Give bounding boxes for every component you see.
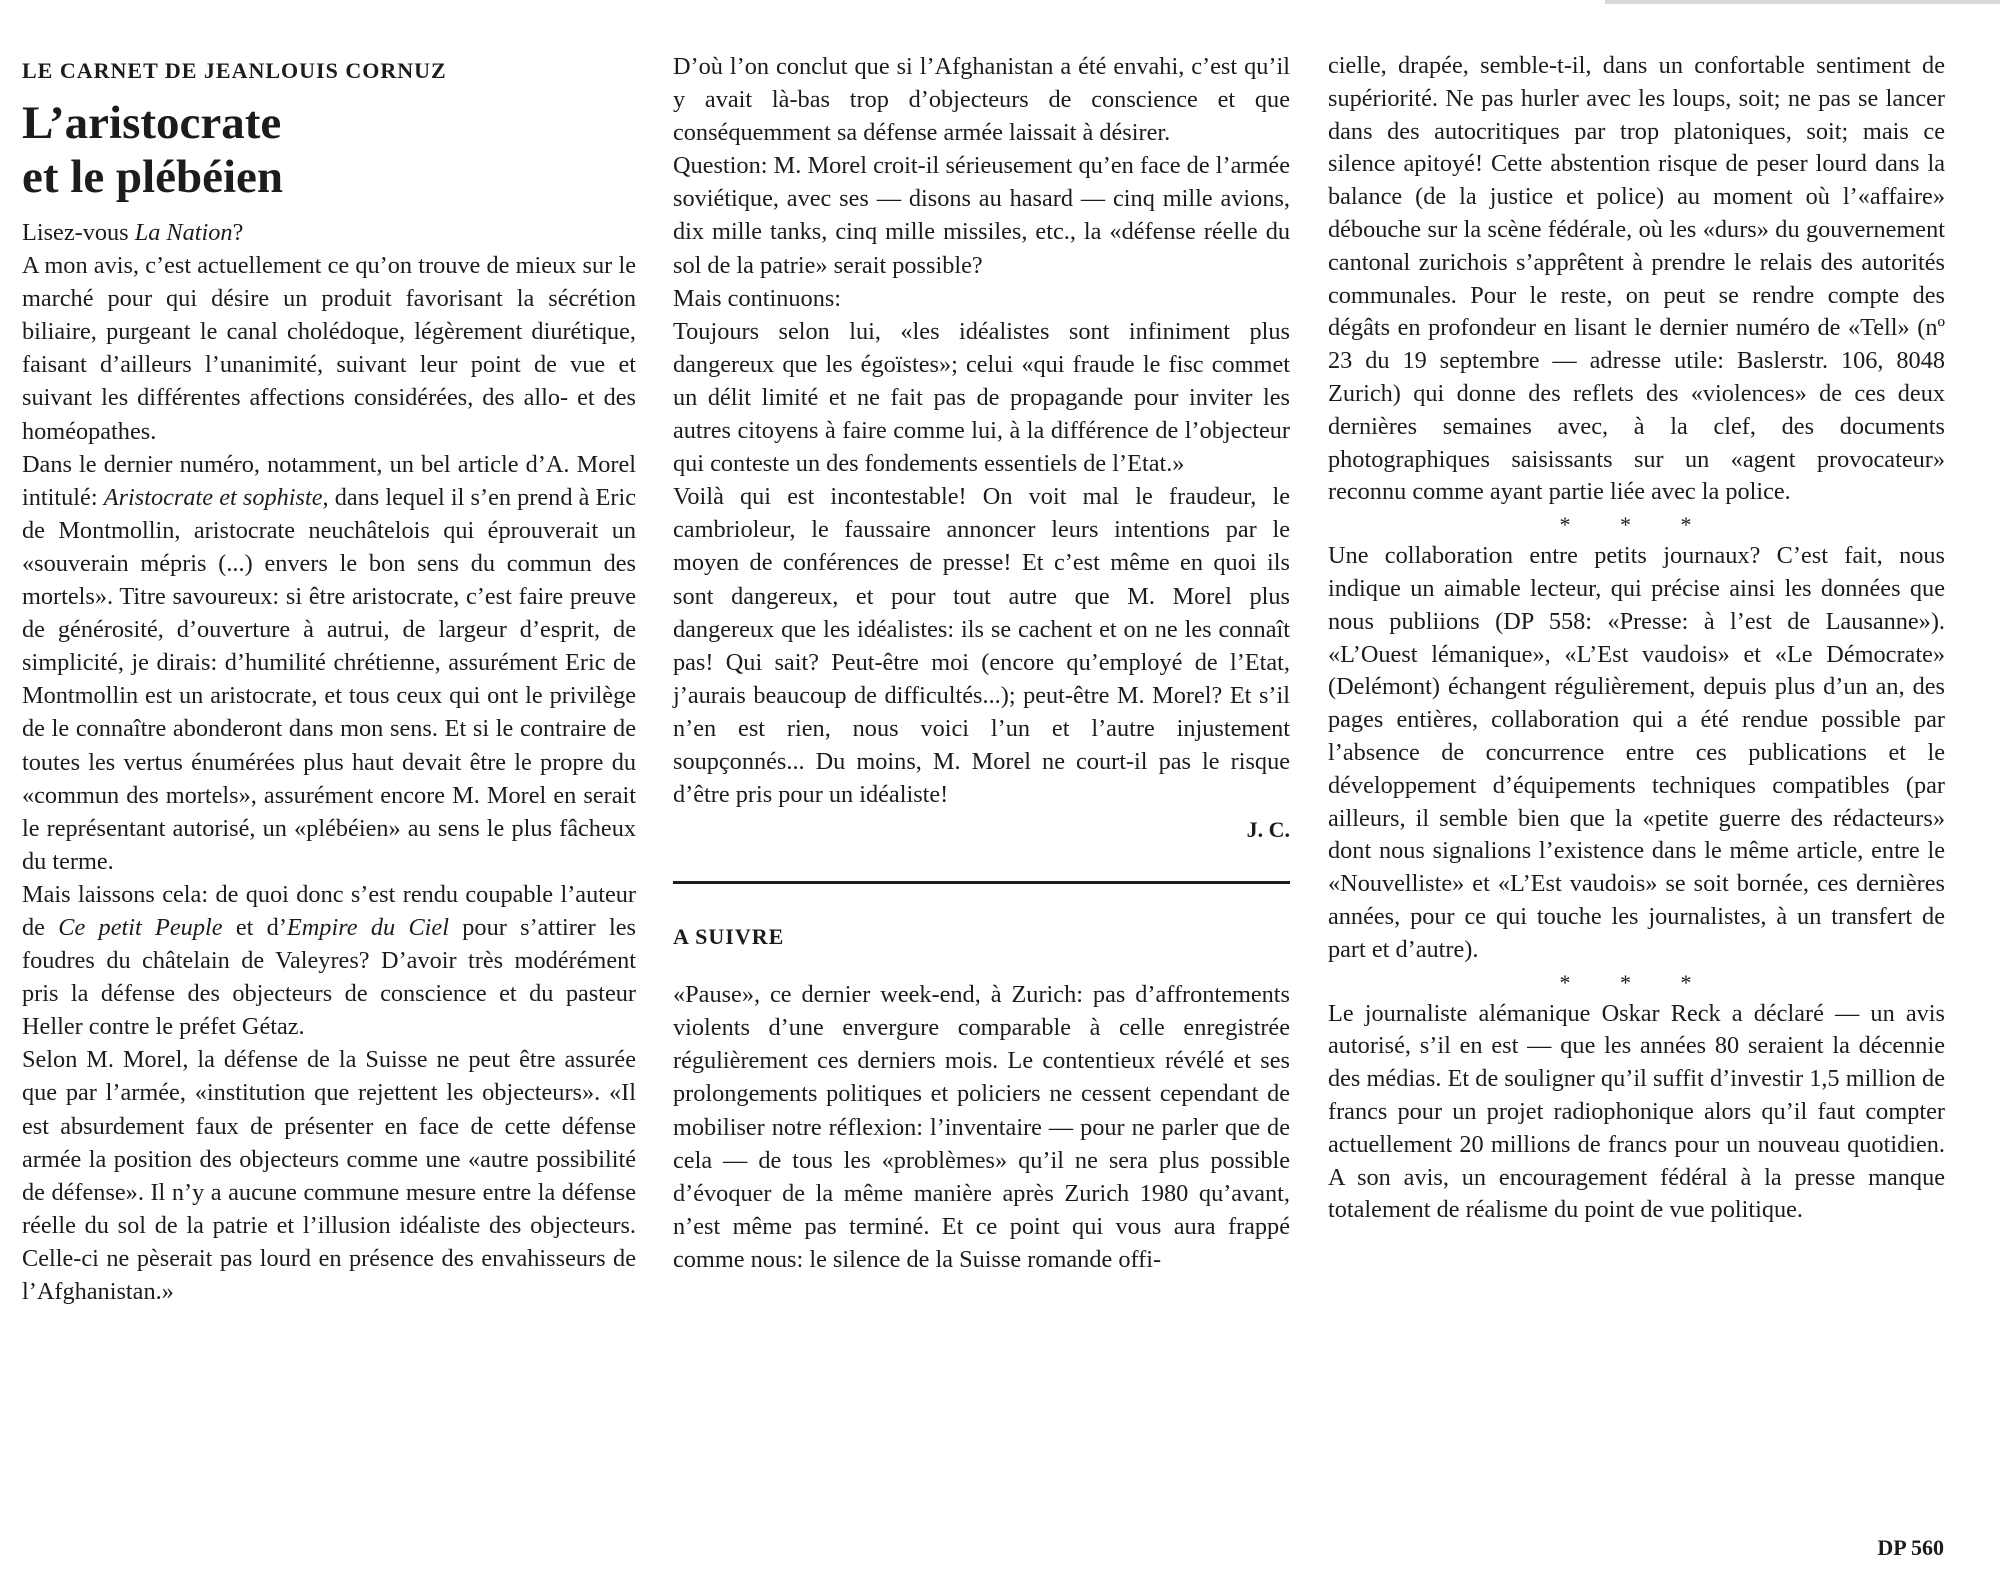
page-reference: DP 560: [1877, 1535, 1944, 1560]
paragraph: [22, 216, 636, 249]
text-run: Mais laissons cela: de quoi donc s’est rendu coupable l’auteur de: [22, 880, 636, 941]
article-title: [22, 96, 636, 204]
paragraph: Mais continuons:: [673, 284, 842, 312]
paragraph: Voilà qui est incontestable! On voit mal le fraudeur, le cambrioleur, le faussaire annoncer leurs intentions par le moyen de conférences de presse! Et c’est même en quoi ils sont dangereux, et pour tout autre que M. Morel plus dangereux que les idéalistes: ils se cachent et on ne les connaît pas! Qui sait? Peut-être moi (encore qu’employé de l’Etat, j’aurais beaucoup de difficultés...); peut-être M. Morel? Et s’il n’en est rien, nous voici l’un et l’autre injustement soupçonnés... Du moins, M. Morel ne court-il pas le risque d’être pris pour un idéaliste!: [673, 483, 1290, 809]
italic-publication-name: La Nation: [134, 219, 233, 246]
text-run: Lisez-vous: [22, 219, 135, 246]
text-run: , dans lequel il s’en prend à Eric de Montmollin, aristocrate neuchâtelois qui éprouverait un «souverain mépris (...) envers le bon sens du commun des mortels». Titre savoureux: si être aristocrate, c’est faire preuve de générosité, d’ouverture à autrui, de largeur d’esprit, de simplicité, je dirais: d’humilité chrétienne, assurément Eric de Montmollin est un aristocrate, et tous ceux qui ont le privilège de le connaître abonderont dans mon sens. Et si le contraire de toutes les vertus énumérées plus haut devait être le propre du «commun des mortels», assurément encore M. Morel en serait le représentant autorisé, un «plébéien» au sens le plus fâcheux du terme.: [22, 483, 636, 875]
paragraph: Une collaboration entre petits journaux? C’est fait, nous indique un aimable lecteur, qui précise ainsi les données que nous publiions (DP 558: «Presse: à l’est de Lausanne»). «L’Ouest lémanique», «L’Est vaudois» et «Le Démocrate» (Delémont) échangent régulièrement, depuis plus d’un an, des pages entières, collaboration qui a été rendue possible par l’absence de concurrence entre ces publications et le développement d’équipements techniques compatibles (par ailleurs, il semble bien que la «petite guerre des rédacteurs» dont nous signalions l’existence dans le même article, entre le «Nouvelliste» et «L’Est vaudois» se soit bornée, ces dernières années, pour ce qui touche les journalistes, à un transfert de part et d’autre).: [1328, 542, 1945, 963]
text-run: Dans le dernier numéro, notamment, un bel article d’A. Morel intitulé:: [22, 450, 636, 511]
top-edge-rule: [1605, 0, 2000, 4]
asterism-separator: * * *: [1559, 969, 1714, 995]
title-line-2: et le plébéien: [22, 151, 284, 203]
paragraph: «Pause», ce dernier week-end, à Zurich: pas d’affrontements violents d’une envergure comparable à celle enregistrée régulièrement ces derniers mois. Le contentieux révélé et ses prolongements politiques et policiers ne cessent cependant de mobiliser notre réflexion: l’inventaire — pour ne parler que de cela — de tous les «problèmes» qu’il ne sera plus possible d’évoquer de la même manière après Zurich 1980 qu’avant, n’est même pas terminé. Et ce point qui vous aura frappé comme nous: le silence de la Suisse romande offi-: [673, 981, 1290, 1273]
title-line-1: L’aristocrate: [22, 97, 282, 149]
paragraph: [22, 448, 636, 878]
column-3: [1328, 50, 1945, 1227]
paragraph: cielle, drapée, semble-t-il, dans un confortable sentiment de supériorité. Ne pas hurler avec les loups, soit; ne pas se lancer dans des autocritiques par trop platoniques, soit; mais ce silence apitoyé! Cette abstention risque de peser lourd dans la balance (de la justice et police) au moment où l’«affaire» débouche sur la scène fédérale, où les «durs» du gouvernement cantonal zurichois s’apprêtent à prendre le relais des autorités communales. Pour le reste, on peut se rendre compte des dégâts en profondeur en lisant le dernier numéro de «Tell» (nº 23 du 19 septembre — adresse utile: Baslerstr. 106, 8048 Zurich) qui donne des reflets des «violences» de ces deux dernières semaines avec, à la clef, des documents photographiques saisissants sur un «agent provocateur» reconnu comme ayant partie liée avec la police.: [1328, 52, 1945, 506]
section-divider: [673, 881, 1290, 884]
column-kicker: LE CARNET DE JEANLOUIS CORNUZ: [22, 58, 447, 83]
column-2: [673, 50, 1290, 1276]
italic-book-title: Ce petit Peuple: [58, 913, 223, 941]
author-signature: J. C.: [1246, 817, 1290, 843]
column-1: [22, 50, 636, 1308]
paragraph: Question: M. Morel croit-il sérieusement qu’en face de l’armée soviétique, avec ses — disons au hasard — cinq mille avions, dix mille tanks, cinq mille missiles, etc., la «défense réelle du sol de la patrie» serait possible?: [673, 152, 1290, 279]
paragraph: Le journaliste alémanique Oskar Reck a déclaré — un avis autorisé, s’il en est — que les années 80 seraient la décennie des médias. Et de souligner qu’il suffit d’investir 1,5 million de francs pour un projet radiophonique alors qu’il faut compter actuellement 20 millions de francs pour un nouveau quotidien. A son avis, un encouragement fédéral à la presse manque totalement de réalisme du point de vue politique.: [1328, 999, 1945, 1224]
text-run: et d’: [222, 913, 287, 941]
paragraph: [22, 878, 636, 1043]
paragraph: D’où l’on conclut que si l’Afghanistan a été envahi, c’est qu’il y avait là-bas trop d’objecteurs de conscience et que conséquemment sa défense armée laissait à désirer.: [673, 53, 1290, 147]
asterism-separator: * * *: [1559, 512, 1714, 538]
italic-article-title: Aristocrate et sophiste: [103, 483, 323, 511]
paragraph: A mon avis, c’est actuellement ce qu’on trouve de mieux sur le marché pour qui désire un produit favorisant la sécrétion biliaire, purgeant le canal cholédoque, légèrement diurétique, faisant d’ailleurs l’unanimité, suivant leur point de vue et suivant les différentes affections considérées, des allo- et des homéopathes.: [22, 252, 636, 445]
text-run: pour s’attirer les foudres du châtelain de Valeyres? D’avoir très modérément pris la défense des objecteurs de conscience et du pasteur Heller contre le préfet Gétaz.: [22, 913, 636, 1041]
section-heading: A SUIVRE: [673, 924, 785, 950]
paragraph: Selon M. Morel, la défense de la Suisse ne peut être assurée que par l’armée, «institution que rejettent les objecteurs». «Il est absurdement faux de présenter en face de cette défense armée la position des objecteurs comme une «autre possibilité de défense». Il n’y a aucune commune mesure entre la défense réelle du sol de la patrie et l’illusion idéaliste des objecteurs. Celle-ci ne pèserait pas lourd en présence des envahisseurs de l’Afghanistan.»: [22, 1046, 636, 1305]
text-run: ?: [232, 219, 244, 246]
paragraph: Toujours selon lui, «les idéalistes sont infiniment plus dangereux que les égoïstes»; celui «qui fraude le fisc commet un délit limité et ne fait pas de propagande pour inviter les autres citoyens à faire comme lui, à la différence de l’objecteur qui conteste un des fondements essentiels de l’Etat.»: [673, 317, 1290, 478]
italic-book-title: Empire du Ciel: [286, 913, 449, 941]
